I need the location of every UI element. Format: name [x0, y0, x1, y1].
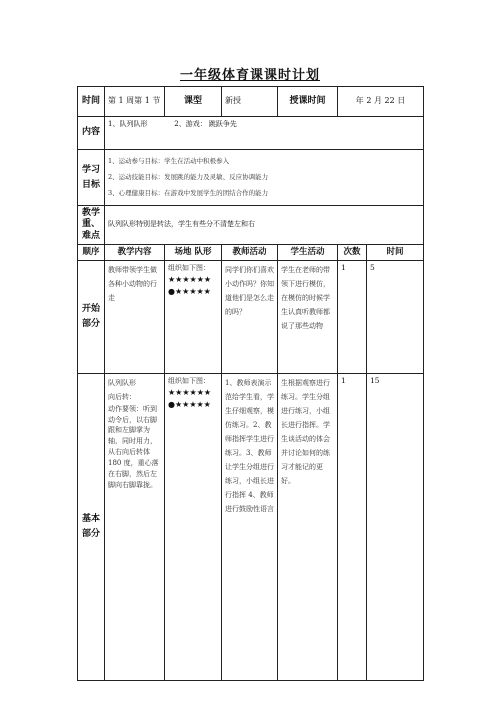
col-order: 顺序	[78, 244, 105, 260]
content-label: 内容	[78, 117, 105, 150]
start-student-activity: 学生在老师的带领下进行模仿，在模仿的时候学生认真听教师都说了那些动物	[278, 260, 338, 373]
basic-teacher-activity: 1、教师表演示范给学生看，学生仔细观察，模仿练习。2、教师指挥学生进行练习。3、教师让学生分组进行练习，小组长进行指挥 4、教师进行鼓励性语言	[222, 373, 278, 680]
start-time: 5	[367, 260, 424, 373]
basic-section-row	[78, 373, 424, 680]
lesson-plan-table	[77, 86, 424, 681]
page-title: 一年级体育课课时计划	[179, 68, 320, 83]
basic-time: 15	[367, 373, 424, 680]
start-section-row	[78, 260, 424, 373]
column-header-row	[78, 244, 424, 260]
col-time: 时间	[367, 244, 424, 260]
time-label: 时间	[78, 87, 105, 117]
time-value: 第 1 周第 1 节	[105, 87, 165, 117]
objectives-label: 学习目标	[78, 150, 105, 206]
col-count: 次数	[338, 244, 367, 260]
formation-row: ★★★★★★	[168, 274, 212, 284]
objectives-row	[78, 150, 424, 206]
type-value: 新授	[222, 87, 278, 117]
formation-row: ●★★★★★	[168, 286, 211, 296]
header-row	[78, 87, 424, 117]
col-teaching-content: 教学内容	[105, 244, 165, 260]
objective-item: 1、运动参与目标：学生在活动中积极参入	[108, 157, 230, 165]
objective-item: 2、运动技能目标：发展跳的能力及灵敏、反应协调能力	[108, 173, 269, 182]
basic-section-label: 基本部分	[78, 373, 105, 680]
objective-item: 3、心理健康目标：在游戏中发展学生的团结合作的能力	[108, 189, 269, 198]
date-label: 授课时间	[278, 87, 338, 117]
col-student-activity: 学生活动	[278, 244, 338, 260]
start-venue: 组织如下图： ★★★★★★ ●★★★★★	[165, 260, 222, 373]
start-count: 1	[338, 260, 367, 373]
content-item-1: 1、队列队形	[108, 120, 148, 128]
start-teacher-activity: 同学们你们喜欢小动作吗？你知道他们是怎么走的吗？	[222, 260, 278, 373]
objectives-cell	[105, 150, 424, 206]
type-label: 课型	[165, 87, 222, 117]
start-section-label: 开始部分	[78, 260, 105, 373]
content-row	[78, 117, 424, 150]
formation-row: ●★★★★★	[168, 399, 211, 409]
basic-student-activity: 生根据观察进行练习。学生分组进行练习，小组长进行指挥。学生谈活动的体会并讨论如何的练习才能记的更好。	[278, 373, 338, 680]
content-item-2: 2、游戏： 跳跃争先	[174, 120, 237, 128]
col-teacher-activity: 教师活动	[222, 244, 278, 260]
key-points-row	[78, 206, 424, 245]
col-venue: 场地 队形	[165, 244, 222, 260]
date-value: 年 2 月 22 日	[338, 87, 424, 117]
start-content: 教师带领学生做各种小动物的行走	[105, 260, 165, 373]
key-points-text: 队列队形特别是转法，学生有些分不清楚左和右	[105, 206, 424, 245]
basic-count: 1	[338, 373, 367, 680]
basic-venue: 组织如下图： ★★★★★★ ●★★★★★	[165, 373, 222, 680]
formation-row: ★★★★★★	[168, 387, 212, 397]
basic-content: 队列队形 向后转： 动作要领：听到动令后，以右脚跟和左脚掌为轴，同时用力，从右向后转体 180 度，重心落在右脚，然后左脚向右脚靠拢。	[105, 373, 165, 680]
content-cell	[105, 117, 424, 150]
key-points-label: 教学重、难点	[78, 206, 105, 245]
